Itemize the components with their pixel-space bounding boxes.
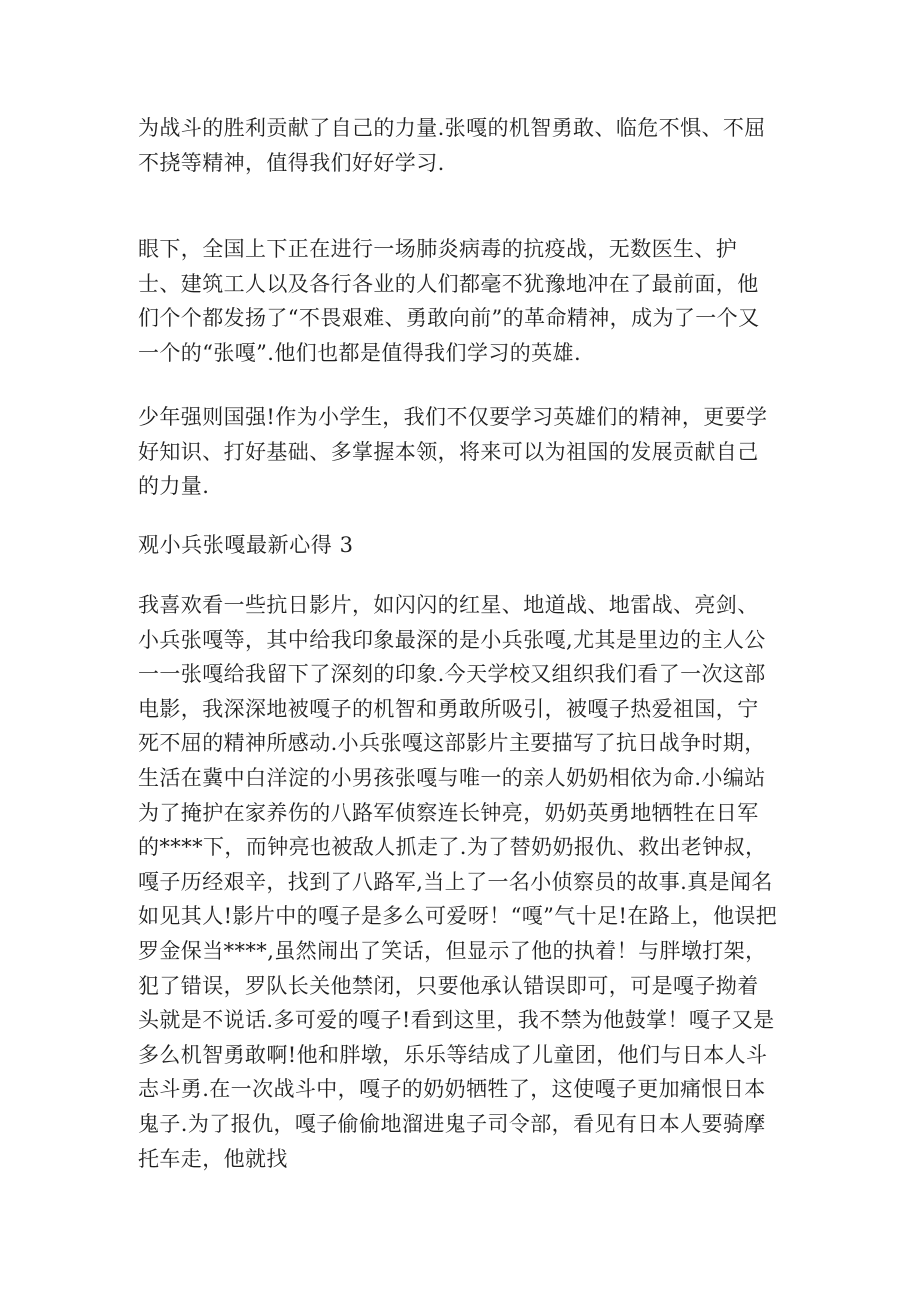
paragraph-youth-strong: 少年强则国强!作为小学生，我们不仅要学习英雄们的精神，更要学好知识、打好基础、多掌握本领，将来可以为祖国的发展贡献自己的力量. (138, 405, 768, 499)
paragraph-section-body: 我喜欢看一些抗日影片，如闪闪的红星、地道战、地雷战、亮剑、小兵张嘎等，其中给我印象最深的是小兵张嘎,尤其是里边的主人公一一张嘎给我留下了深刻的印象.今天学校又组织我们看了一次这部电影，我深深地被嘎子的机智和勇敢所吸引，被嘎子热爱祖国，宁死不屈的精神所感动.小兵张嘎这部影片主要描写了抗日战争时期，生活在冀中白洋淀的小男孩张嘎与唯一的亲人奶奶相依为命.小编站为了掩护在家养伤的八路军侦察连长钟亮，奶奶英勇地牺牲在日军的****下，而钟亮也被敌人抓走了.为了替奶奶报仇、救出老钟叔，嘎子历经艰辛，找到了八路军,当上了一名小侦察员的故事.真是闻名如见其人!影片中的嘎子是多么可爱呀！“嘎”气十足!在路上，他误把罗金保当****,虽然闹出了笑话，但显示了他的执着！与胖墩打架，犯了错误，罗队长关他禁闭，只要他承认错误即可，可是嘎子拗着头就是不说话.多可爱的嘎子!看到这里，我不禁为他鼓掌！嘎子又是多么机智勇敢啊!他和胖墩，乐乐等结成了儿童团，他们与日本人斗志斗勇.在一次战斗中，嘎子的奶奶牺牲了，这使嘎子更加痛恨日本鬼子.为了报仇，嘎子偷偷地溜进鬼子司令部，看见有日本人要骑摩托车走，他就找 (138, 593, 778, 1171)
section-heading: 观小兵张嘎最新心得 3 (138, 533, 354, 557)
paragraph-conclusion: 为战斗的胜利贡献了自己的力量.张嘎的机智勇敢、临危不惧、不屈不挠等精神，值得我们好好学习. (138, 116, 766, 175)
paragraph-pandemic-heroes: 眼下，全国上下正在进行一场肺炎病毒的抗疫战，无数医生、护士、建筑工人以及各行各业的人们都毫不犹豫地冲在了最前面，他们个个都发扬了“不畏艰难、勇敢向前”的革命精神，成为了一个又一个的“张嘎”.他们也都是值得我们学习的英雄. (138, 237, 760, 365)
